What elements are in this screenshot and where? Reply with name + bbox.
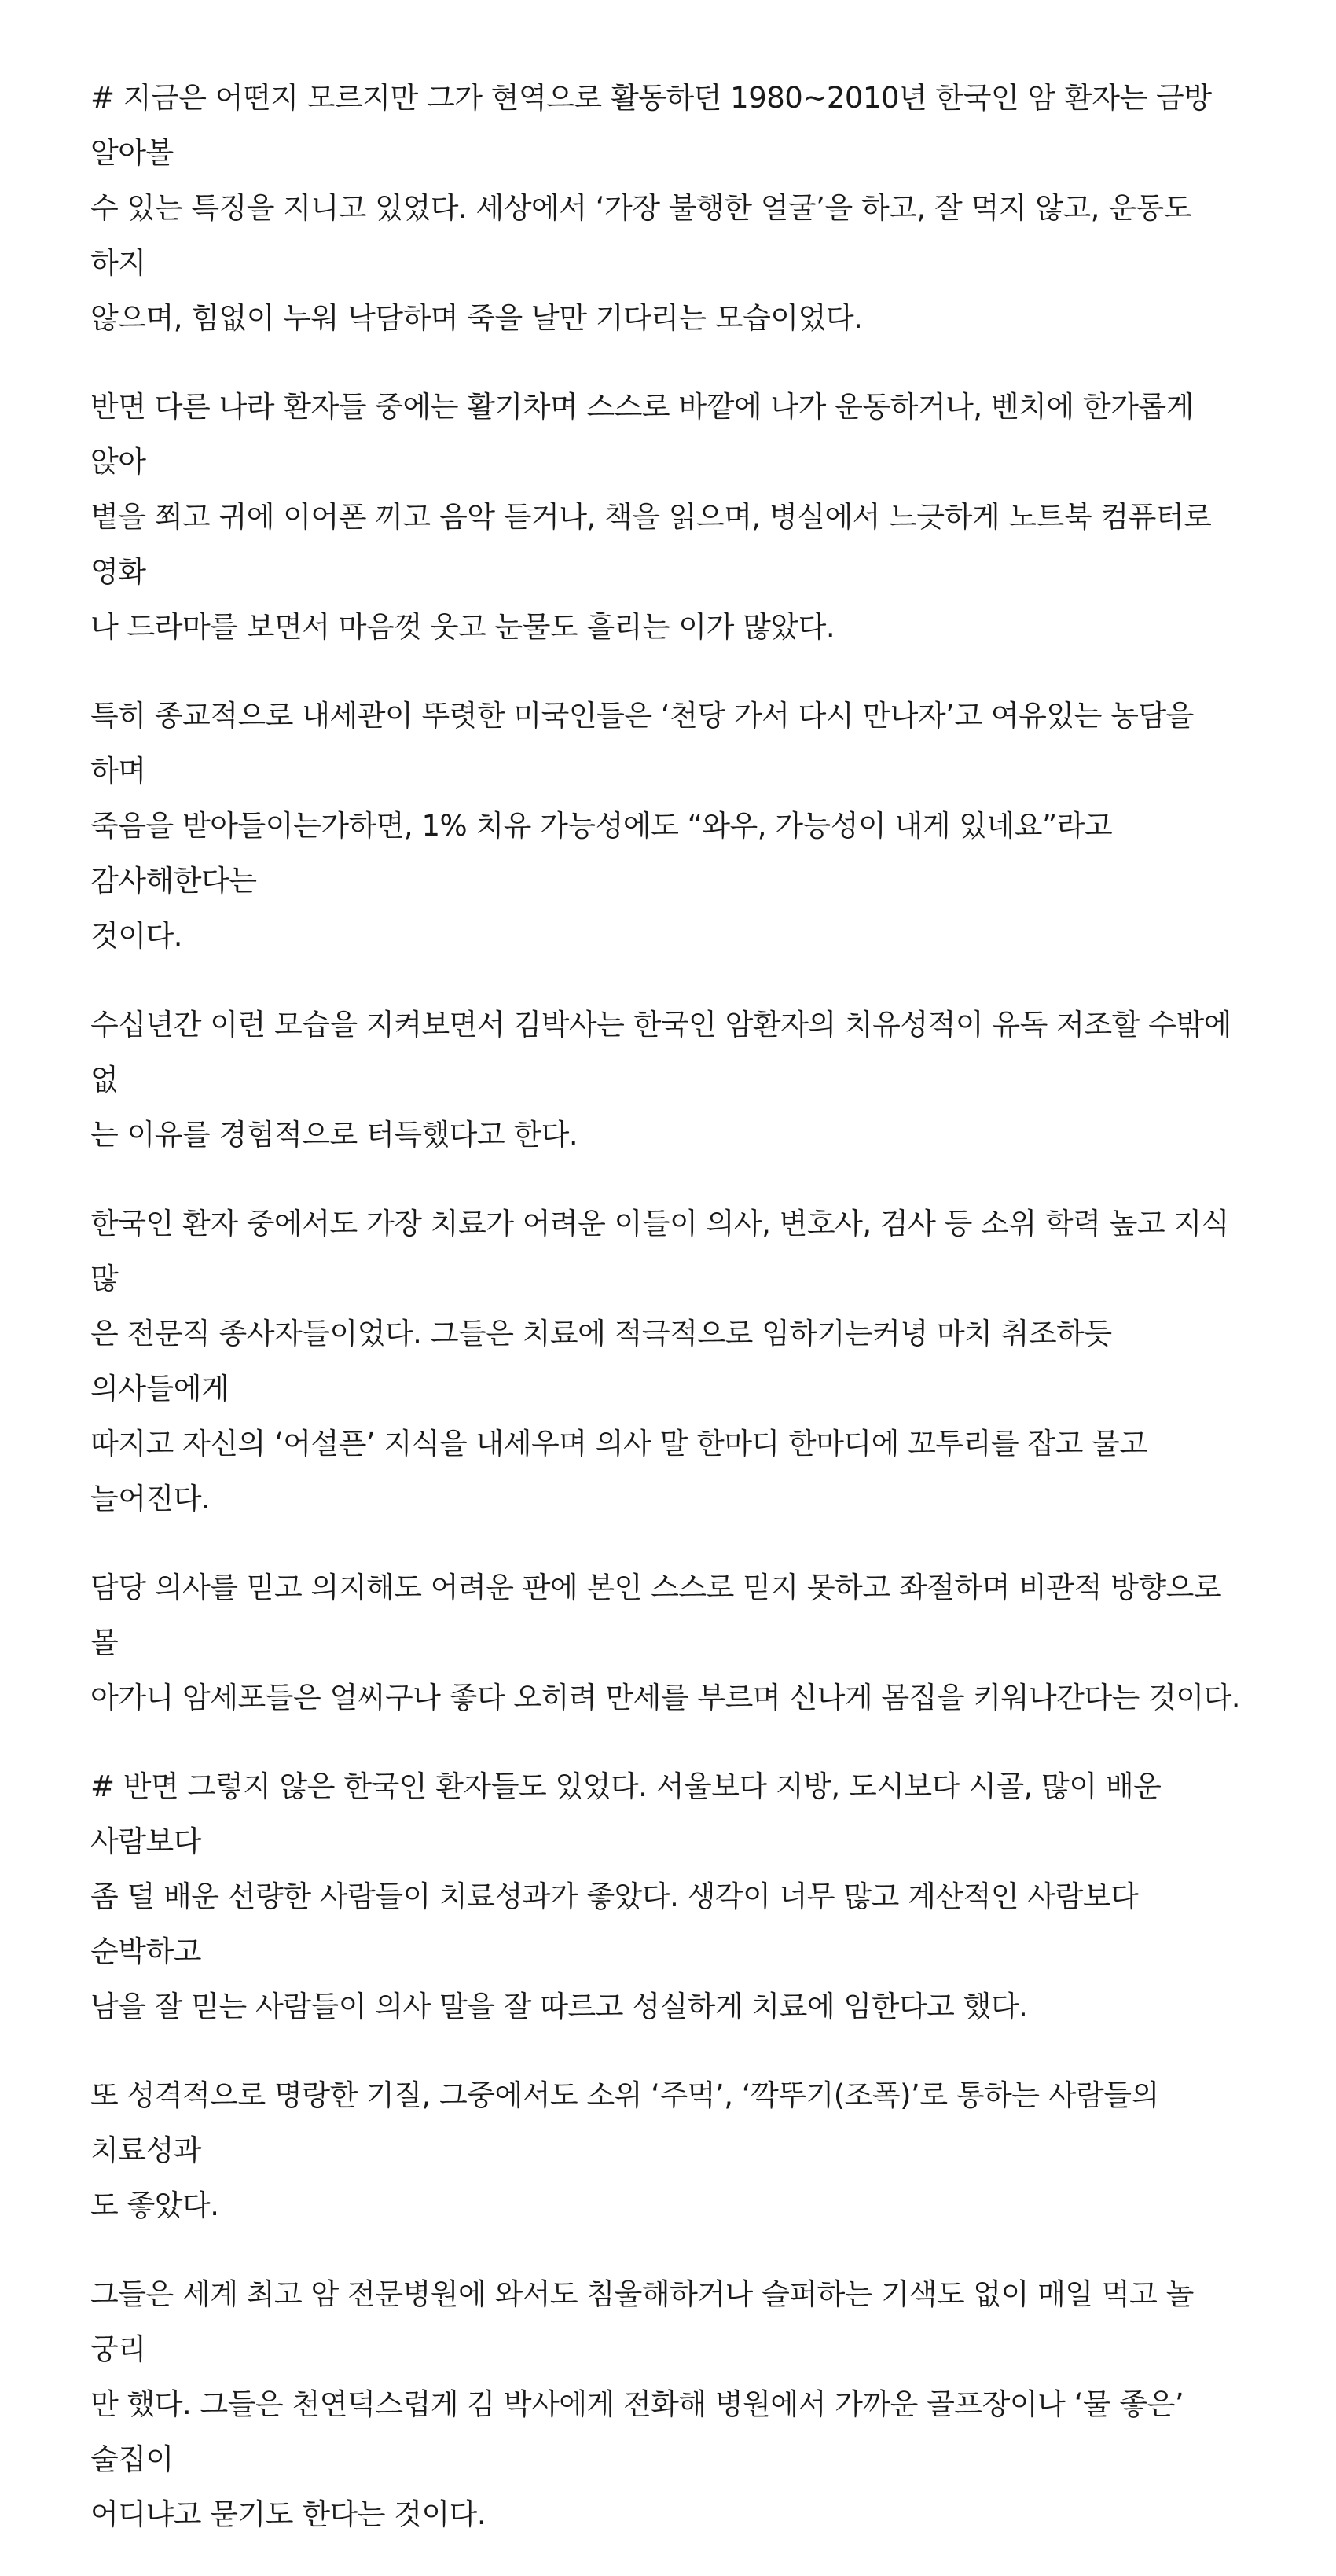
document-body	[90, 71, 1250, 2576]
paragraph-7: # 반면 그렇지 않은 한국인 환자들도 있었다. 서울보다 지방, 도시보다 시골, 많이 배운 사람보다 좀 덜 배운 선량한 사람들이 치료성과가 좋았다. 생각이 너무 많고 계산적인 사람보다 순박하고 남을 잘 믿는 사람들이 의사 말을 잘 따르고 성실하게 치료에 임한다고 했다.	[90, 1769, 1162, 2023]
paragraph-3: 특히 종교적으로 내세관이 뚜렷한 미국인들은 ‘천당 가서 다시 만나자’고 여유있는 농담을 하며 죽음을 받아들이는가하면, 1% 치유 가능성에도 “와우, 가능성이 내게 있네요”라고 감사해한다는 것이다.	[90, 699, 1194, 953]
paragraph-9: 그들은 세계 최고 암 전문병원에 와서도 침울해하거나 슬퍼하는 기색도 없이 매일 먹고 놀 궁리 만 했다. 그들은 천연덕스럽게 김 박사에게 전화해 병원에서 가까운 골프장이나 ‘물 좋은’ 술집이 어디냐고 묻기도 한다는 것이다.	[90, 2277, 1194, 2531]
paragraph-8: 또 성격적으로 명랑한 기질, 그중에서도 소위 ‘주먹’, ‘깍뚜기(조폭)’로 통하는 사람들의 치료성과 도 좋았다.	[90, 2078, 1159, 2222]
paragraph-2: 반면 다른 나라 환자들 중에는 활기차며 스스로 바깥에 나가 운동하거나, 벤치에 한가롭게 앉아 볕을 쬐고 귀에 이어폰 끼고 음악 듣거나, 책을 읽으며, 병실에서 느긋하게 노트북 컴퓨터로 영화 나 드라마를 보면서 마음껏 웃고 눈물도 흘리는 이가 많았다.	[90, 390, 1212, 644]
paragraph-1: # 지금은 어떤지 모르지만 그가 현역으로 활동하던 1980~2010년 한국인 암 환자는 금방 알아볼 수 있는 특징을 지니고 있었다. 세상에서 ‘가장 불행한 얼굴’을 하고, 잘 먹지 않고, 운동도 하지 않으며, 힘없이 누워 낙담하며 죽을 날만 기다리는 모습이었다.	[90, 81, 1212, 335]
paragraph-5: 한국인 환자 중에서도 가장 치료가 어려운 이들이 의사, 변호사, 검사 등 소위 학력 높고 지식 많 은 전문직 종사자들이었다. 그들은 치료에 적극적으로 임하기는커녕 마치 취조하듯 의사들에게 따지고 자신의 ‘어설픈’ 지식을 내세우며 의사 말 한마디 한마디에 꼬투리를 잡고 물고 늘어진다.	[90, 1207, 1229, 1516]
paragraph-6: 담당 의사를 믿고 의지해도 어려운 판에 본인 스스로 믿지 못하고 좌절하며 비관적 방향으로 몰 아가니 암세포들은 얼씨구나 좋다 오히려 만세를 부르며 신나게 몸집을 키워나간다는 것이다.	[90, 1571, 1241, 1714]
paragraph-4: 수십년간 이런 모습을 지켜보면서 김박사는 한국인 암환자의 치유성적이 유독 저조할 수밖에 없 는 이유를 경험적으로 터득했다고 한다.	[90, 1008, 1231, 1152]
